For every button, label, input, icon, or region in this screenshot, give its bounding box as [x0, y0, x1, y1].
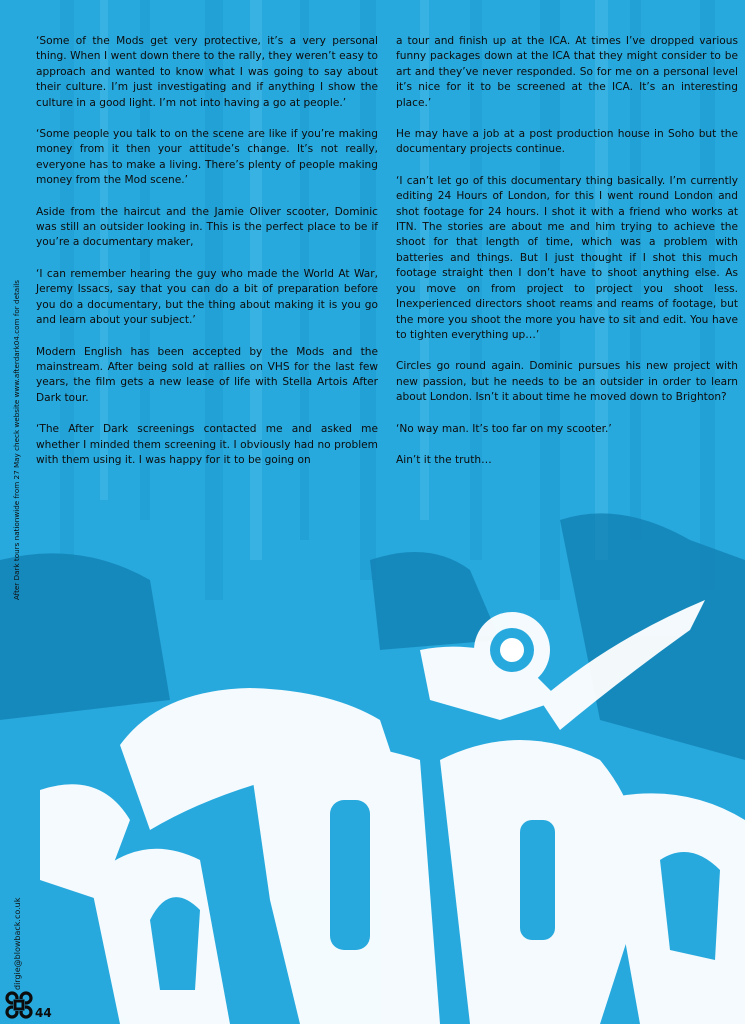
- contact-email: dirgie@blowback.co.uk: [13, 897, 22, 990]
- paragraph: He may have a job at a post production house in Soho but the documentary projects continue.: [396, 128, 738, 156]
- article-column-right: [396, 34, 738, 484]
- paragraph: ‘Some people you talk to on the scene are like if you’re making money from it then your attitude’s change. It’s not really, everyone has to make a living. There’s plenty of people making money from the Mod scene.’: [36, 128, 378, 187]
- paragraph: ‘No way man. It’s too far on my scooter.’: [396, 422, 612, 435]
- paragraph: a tour and finish up at the ICA. At times I’ve dropped various funny packages down at the ICA that they might consider to be art and they’ve never responded. So for me on a personal level it’s nice for it to be screened at the ICA. It’s an interesting place.’: [396, 35, 738, 109]
- paragraph: Ain’t it the truth…: [396, 453, 492, 466]
- page-folio: [4, 990, 52, 1020]
- paragraph: Aside from the haircut and the Jamie Oliver scooter, Dominic was still an outsider looking in. This is the perfect place to be if you’re a documentary maker,: [36, 205, 378, 249]
- paragraph: ‘Some of the Mods get very protective, it’s a very personal thing. When I went down there to the rally, they weren’t easy to approach and wanted to know what I was going to say about their culture. I’m just investigating and if anything I show the culture in a good light. I’m not into having a go at people.’: [36, 35, 378, 109]
- paragraph: ‘I can remember hearing the guy who made the World At War, Jeremy Issacs, say that you can do a bit of preparation before you do a documentary, but the thing about making it is you go and learn about your subject.’: [36, 267, 378, 327]
- command-key-icon: [4, 990, 34, 1020]
- paragraph: ‘I can’t let go of this documentary thing basically. I’m currently editing 24 Hours of London, for this I went round London and shot footage for 24 hours. I shot it with a friend who works at ITN. The stories are about me and him trying to achieve the shoot for that length of time, which was a problem with batteries and things. But I just thought if I shot this much footage straight then I don’t have to shoot anything else. As you move on from project to project you shoot less. Inexperienced directors shoot reams and reams of footage, but the more you shoot the more you have to sit and edit. You have to tighten everything up…’: [396, 174, 738, 341]
- paragraph: ‘The After Dark screenings contacted me and asked me whether I minded them screening it. I obviously had no problem with them using it. I was happy for it to be going on: [36, 423, 378, 466]
- paragraph: Modern English has been accepted by the Mods and the mainstream. After being sold at rallies on VHS for the last few years, the film gets a new lease of life with Stella Artois After Dark tour.: [36, 345, 378, 404]
- paragraph: Circles go round again. Dominic pursues his new project with new passion, but he needs to be an outsider in order to learn about London. Isn’t it about time he moved down to Brighton?: [396, 360, 738, 404]
- page-number: 44: [35, 1006, 52, 1020]
- event-side-note: After Dark tours nationwide from 27 May check website www.afterdark04.com for details: [12, 280, 21, 600]
- article-column-left: [36, 34, 378, 484]
